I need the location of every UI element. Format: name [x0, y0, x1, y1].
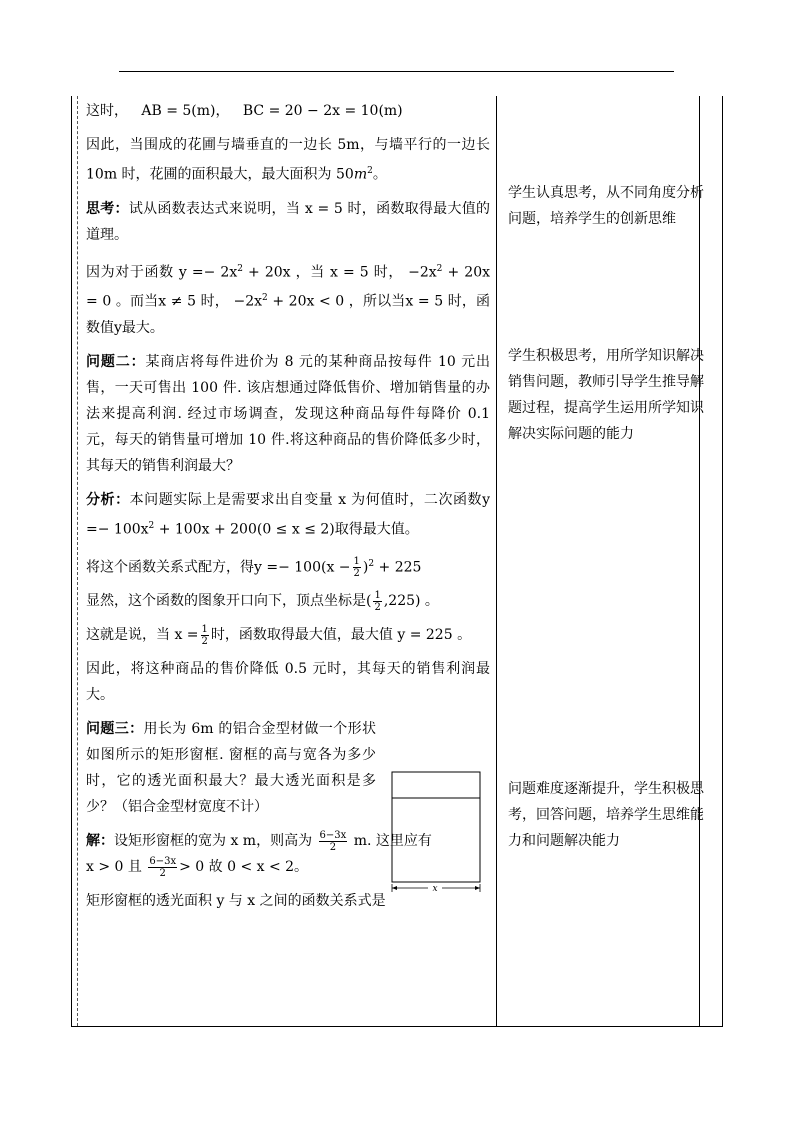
fraction-height: $\frac{6-3x}{2}$	[149, 855, 177, 879]
think-paragraph: 思考：试从函数表达式来说明，当 x = 5 时，函数取得最大值的道理。	[86, 200, 490, 243]
fraction-height: $\frac{6-3x}{2}$	[319, 829, 347, 853]
conclusion-paragraph: 因此，当围成的花圃与墙垂直的一边长 5m，与墙平行的一边长 10m 时，花圃的面积最大，最大面积为 $50m^2$。	[86, 137, 490, 183]
result-line: 这时， AB = 5(m)， BC = 20 − 2x = 10(m)	[86, 103, 403, 119]
solution-paragraph: 解：设矩形窗框的宽为 x m，则高为 $\frac{6-3x}{2}$ m. 这里应有	[86, 829, 432, 853]
reason-paragraph: 因为对于函数 $y =- 2x^2 + 20x$ ，当 x = 5 时， $-2x^2 + 20x = 0$ 。而当x ≠ 5 时， $-2x^2 + 20x < 0$ ，所以当x = 5 时，函数值y最大。	[86, 263, 491, 336]
column-divider	[496, 96, 497, 1026]
left-margin-line	[77, 96, 78, 1026]
window-frame-diagram	[388, 770, 484, 896]
header-rule	[119, 71, 674, 72]
answer-paragraph: 因此，将这种商品的售价降低 0.5 元时，其每天的销售利润最大。	[86, 661, 490, 704]
fraction-half: $\frac{1}{2}$	[353, 555, 360, 579]
analysis-paragraph: 分析：本问题实际上是需要求出自变量 x 为何值时，二次函数$y =- 100x^2 + 100x + 200(0 \le x \le 2)$取得最大值。	[86, 491, 490, 538]
fraction-half: $\frac{1}{2}$	[374, 589, 381, 613]
max-value-paragraph: 这就是说，当 x = $\frac{1}{2}$ 时，函数取得最大值，最大值 y = 225 。	[86, 623, 472, 647]
table-bottom	[71, 1026, 723, 1027]
fraction-half: $\frac{1}{2}$	[201, 623, 208, 647]
teacher-note-3: 问题难度逐渐提升，学生积极思考，回答问题，培养学生思维能力和问题解决能力	[508, 781, 704, 849]
width-label: x	[432, 884, 438, 894]
teacher-note-1: 学生认真思考，从不同角度分析问题，培养学生的创新思维	[508, 185, 704, 227]
domain-line: x > 0 且 $\frac{6-3x}{2}$ > 0 故 0 < x < 2。	[86, 855, 309, 879]
vertex-paragraph: 显然，这个函数的图象开口向下，顶点坐标是( $\frac{1}{2}$ ,225) 。	[86, 589, 439, 613]
column-divider-2	[699, 96, 700, 1026]
function-intro: 矩形窗框的透光面积 y 与 x 之间的函数关系式是	[86, 893, 386, 910]
teacher-note-2: 学生积极思考，用所学知识解决销售问题，教师引导学生推导解题过程，提高学生运用所学知识解决实际问题的能力	[508, 348, 704, 442]
problem-three: 问题三：用长为 6m 的铝合金型材做一个形状如图所示的矩形窗框. 窗框的高与宽各为多少时，它的透光面积最大？最大透光面积是多少？（铝合金型材宽度不计）	[86, 721, 377, 816]
completing-square: 将这个函数关系式配方，得y =− 100(x − $\frac{1}{2}$ )$^2$ + 225	[86, 555, 422, 579]
problem-two: 问题二：某商店将每件进价为 8 元的某种商品按每件 10 元出售，一天可售出 100 件. 该店想通过降低售价、增加销售量的办法来提高利润. 经过市场调查，发现这种商品每件每降价 0.1 元，每天的销售量可增加 10 件.将这种商品的售价降低多少时，其每天的销售利润最大？	[86, 353, 490, 474]
